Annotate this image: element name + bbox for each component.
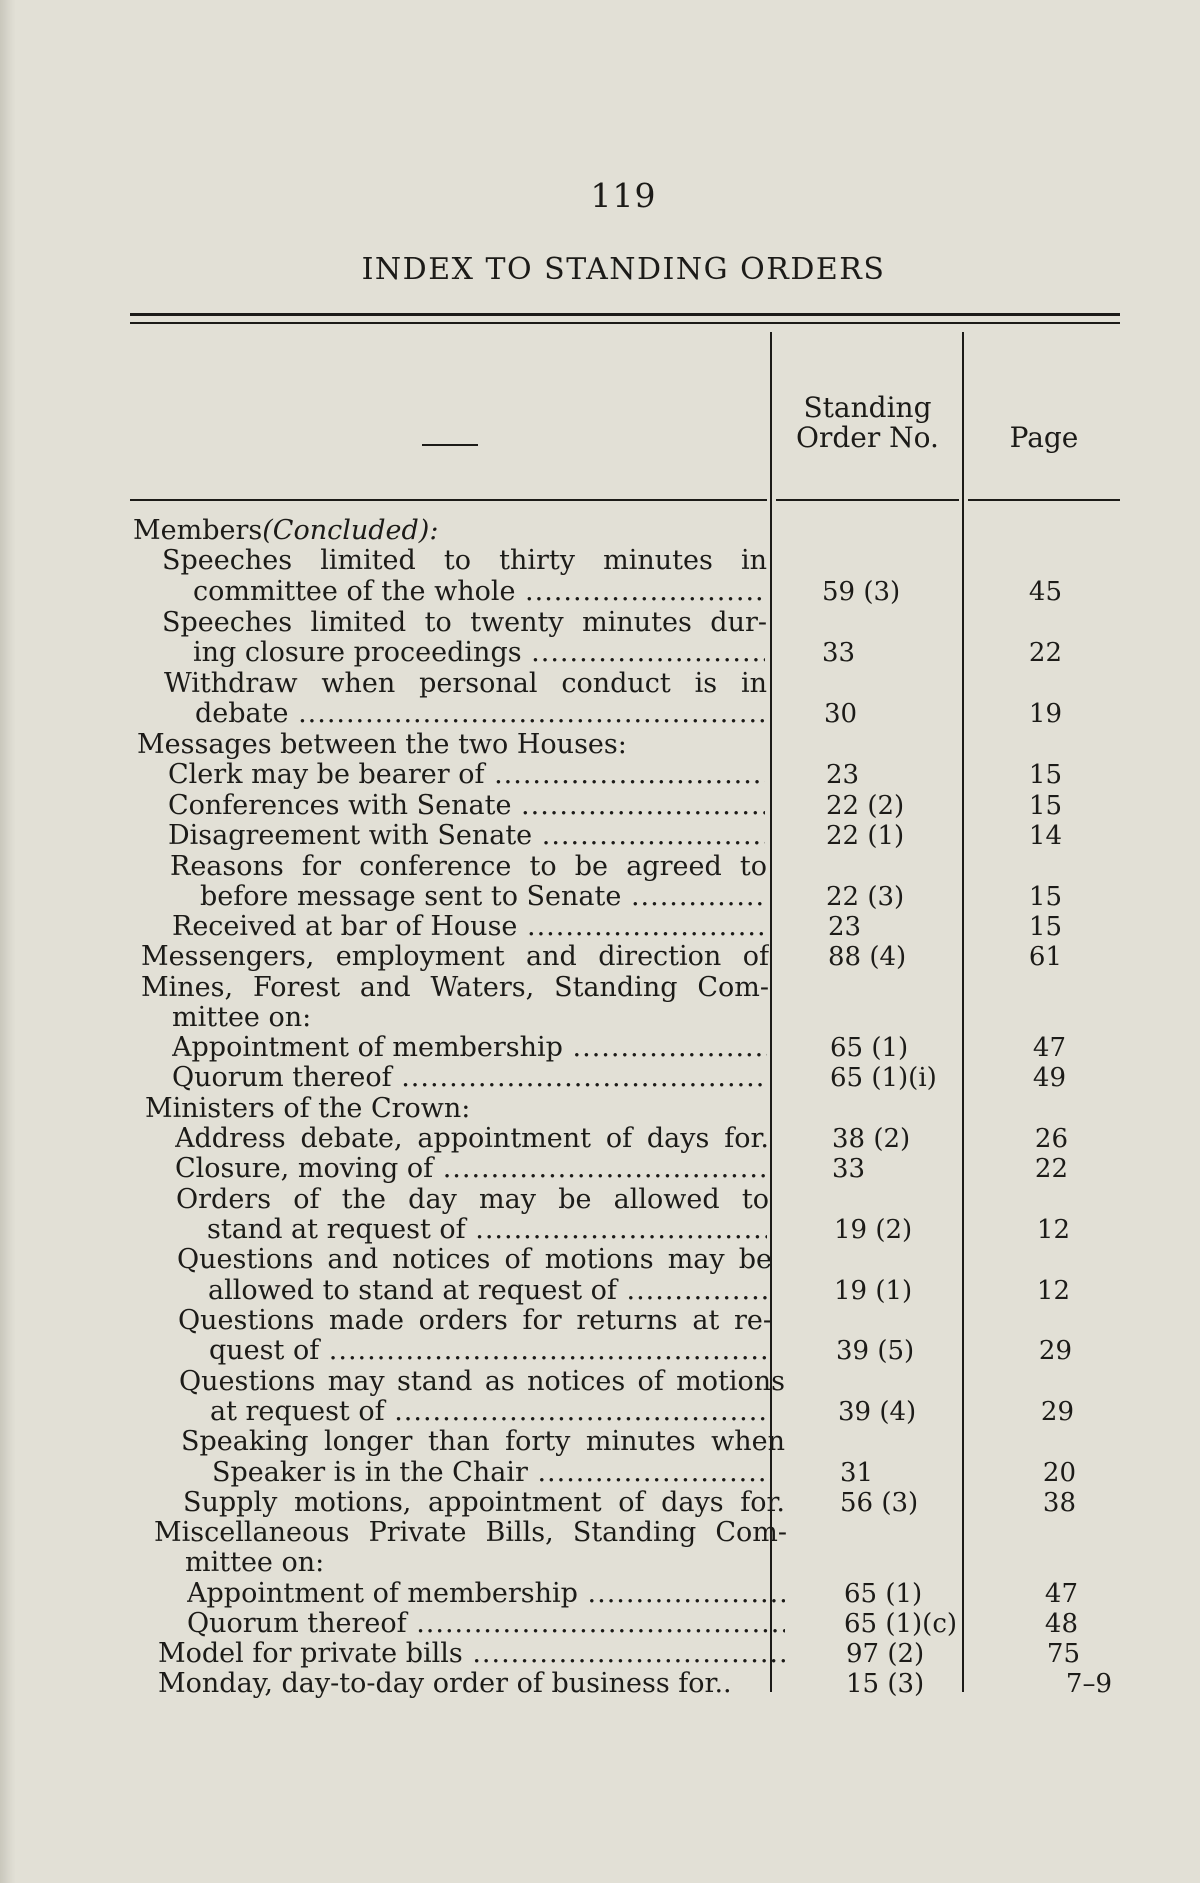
standing-order-cell: 31 (840, 1458, 874, 1488)
index-entry: allowed to stand at request of ..... (208, 1276, 768, 1306)
header-bottom-rule-subject (130, 499, 767, 501)
index-entry: Speeches limited to twenty minutes dur- (162, 608, 767, 638)
standing-order-cell: 97 (2) (846, 1639, 925, 1669)
index-entry: Quorum thereof ..... (172, 1063, 767, 1093)
index-entry: Questions may stand as notices of motions (179, 1367, 785, 1397)
standing-order-cell: 39 (4) (838, 1397, 917, 1427)
index-entry: Reasons for conference to be agreed to (170, 852, 767, 882)
table-top-rule (130, 313, 1120, 316)
index-entry: Clerk may be bearer of ..... (168, 760, 765, 790)
table-top-rule-thin (130, 322, 1120, 324)
page-cell: 29 (1040, 1397, 1074, 1427)
standing-order-cell: 33 (822, 638, 856, 668)
index-entry: Mines, Forest and Waters, Standing Com- (141, 973, 769, 1003)
header-bottom-rule-page (968, 499, 1120, 501)
standing-order-cell: 88 (4) (828, 942, 907, 972)
index-entry: Monday, day-to-day order of business for.. (158, 1669, 732, 1699)
page-cell: 14 (1028, 821, 1062, 851)
page-cell: 61 (1028, 942, 1062, 972)
page-cell: 15 (1028, 882, 1062, 912)
page-cell: 12 (1036, 1215, 1070, 1245)
page-cell: 15 (1028, 760, 1062, 790)
index-entry: Speeches limited to thirty minutes in (162, 546, 767, 576)
index-entry: mittee on: (185, 1548, 325, 1578)
page-cell: 49 (1032, 1063, 1066, 1093)
standing-order-cell: 23 (826, 760, 860, 790)
index-entry: Questions made orders for returns at re- (178, 1306, 772, 1336)
index-entry: Orders of the day may be allowed to (176, 1185, 769, 1215)
page-cell: 19 (1028, 699, 1062, 729)
index-entry: at request of ..... (210, 1397, 770, 1427)
standing-order-cell: 22 (2) (826, 791, 905, 821)
index-entry: Miscellaneous Private Bills, Standing Com- (154, 1518, 787, 1548)
page-cell: 26 (1034, 1124, 1068, 1154)
order-column-header-line2: Order No. (796, 421, 939, 454)
index-entry: before message sent to Senate ..... (200, 882, 765, 912)
standing-order-cell: 65 (1)(c) (844, 1609, 958, 1639)
index-entry: Disagreement with Senate ..... (168, 821, 765, 851)
page-number: 119 (590, 176, 657, 215)
index-entry: Questions and notices of motions may be (177, 1245, 772, 1275)
index-entry: Closure, moving of ..... (175, 1154, 767, 1184)
page-cell: 48 (1044, 1609, 1078, 1639)
standing-order-cell: 19 (2) (834, 1215, 913, 1245)
index-entry: Supply motions, appointment of days for. (183, 1488, 785, 1518)
standing-order-cell: 65 (1) (844, 1579, 923, 1609)
standing-order-cell: 22 (1) (826, 821, 905, 851)
index-entry: Conferences with Senate ..... (168, 791, 765, 821)
page-cell: 75 (1046, 1639, 1080, 1669)
page-cell: 22 (1034, 1154, 1068, 1184)
index-entry: Address debate, appointment of days for. (175, 1124, 769, 1154)
index-entry: Speaker is in the Chair ..... (212, 1458, 772, 1488)
index-entry: ing closure proceedings ..... (193, 638, 765, 668)
standing-order-cell: 39 (5) (836, 1336, 915, 1366)
index-entry: Appointment of membership ..... (172, 1033, 767, 1063)
standing-order-cell: 65 (1) (830, 1033, 909, 1063)
index-entry: Speaking longer than forty minutes when (181, 1427, 785, 1457)
page-cell: 47 (1044, 1579, 1078, 1609)
standing-order-cell: 59 (3) (822, 577, 901, 607)
page-column-header: Page (1009, 421, 1079, 454)
standing-order-cell: 33 (832, 1154, 866, 1184)
standing-order-cell: 38 (2) (832, 1124, 911, 1154)
subject-column-header (422, 444, 478, 446)
standing-order-cell: 23 (828, 912, 862, 942)
page-cell: 38 (1042, 1488, 1076, 1518)
index-entry: stand at request of ..... (207, 1215, 767, 1245)
page-cell: 15 (1028, 791, 1062, 821)
index-entry: Appointment of membership ..... (187, 1579, 785, 1609)
index-entry: mittee on: (172, 1003, 312, 1033)
index-entry: Members(Concluded): (133, 516, 439, 546)
standing-order-cell: 30 (824, 699, 858, 729)
index-entry: Messengers, employment and direction of (141, 942, 769, 972)
standing-order-cell: 19 (1) (834, 1276, 913, 1306)
header-bottom-rule-order (776, 499, 959, 501)
index-entry: Quorum thereof ..... (187, 1609, 785, 1639)
index-entry: Model for private bills ..... (158, 1639, 785, 1669)
index-entry: Ministers of the Crown: (145, 1094, 471, 1124)
column-divider-order (962, 332, 964, 1692)
standing-order-cell: 15 (3) (846, 1669, 925, 1699)
page-cell: 45 (1028, 577, 1062, 607)
index-entry: Withdraw when personal conduct is in (164, 669, 767, 699)
index-entry: Received at bar of House ..... (172, 912, 765, 942)
page-cell: 12 (1036, 1276, 1070, 1306)
page-cell: 20 (1042, 1458, 1076, 1488)
page-cell: 29 (1038, 1336, 1072, 1366)
order-column-header-line1: Standing (803, 391, 932, 424)
index-entry: debate ..... (195, 699, 765, 729)
standing-order-cell: 56 (3) (840, 1488, 919, 1518)
page-cell: 22 (1028, 638, 1062, 668)
page-cell: 15 (1028, 912, 1062, 942)
index-entry: Messages between the two Houses: (137, 730, 627, 760)
page-title: INDEX TO STANDING ORDERS (361, 252, 886, 287)
page-cell: 47 (1032, 1033, 1066, 1063)
standing-order-cell: 65 (1)(i) (830, 1063, 937, 1093)
page-cell: 7–9 (1065, 1669, 1112, 1699)
standing-order-cell: 22 (3) (826, 882, 905, 912)
index-entry: committee of the whole ..... (193, 577, 765, 607)
index-entry: quest of ..... (209, 1336, 769, 1366)
